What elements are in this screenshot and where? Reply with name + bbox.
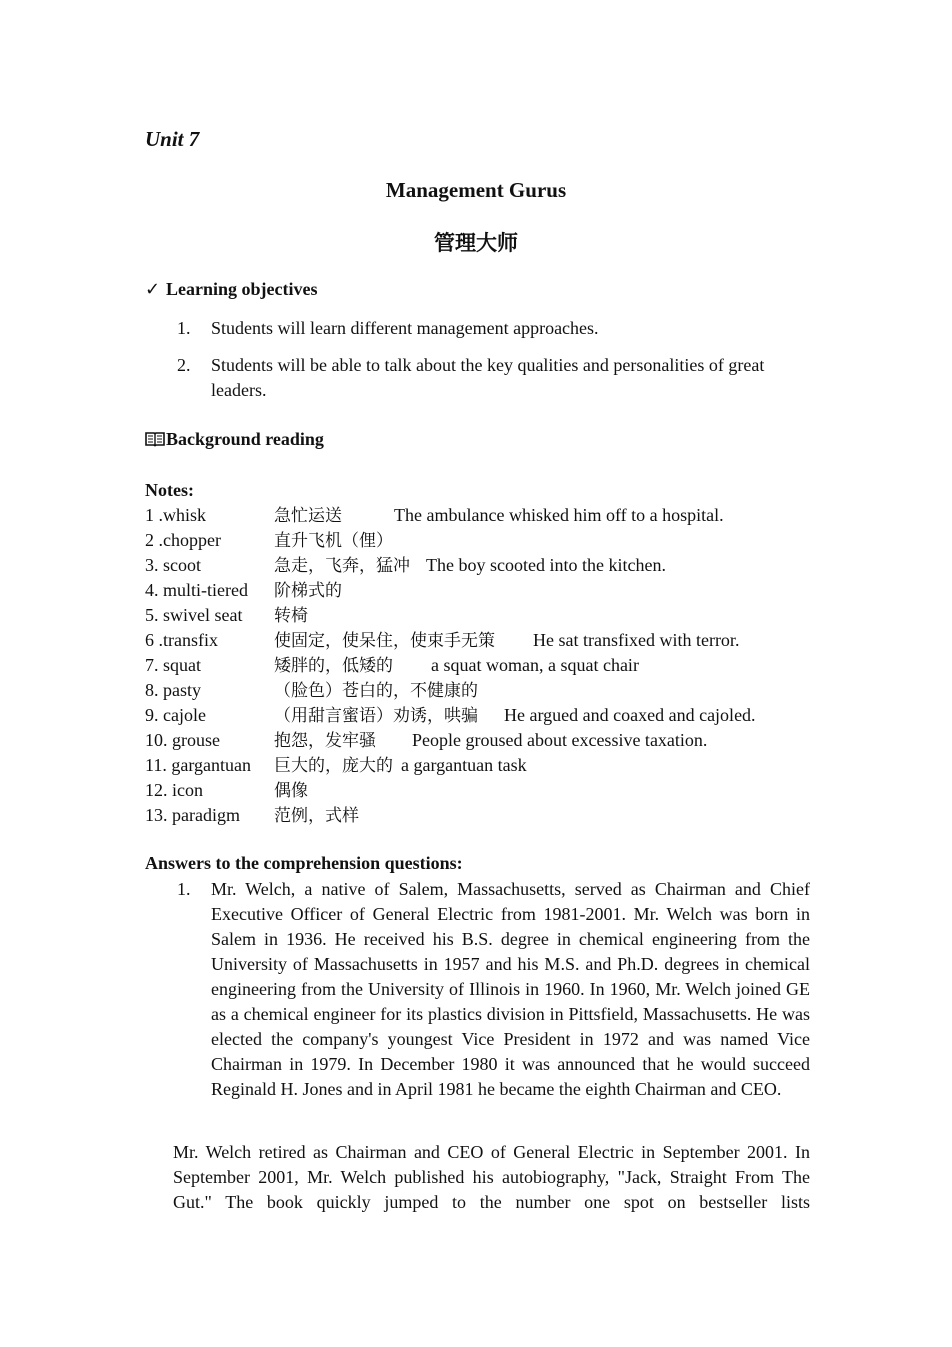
list-item-number: 2. — [177, 355, 191, 375]
note-example: He sat transfixed with terror. — [533, 630, 740, 650]
note-example: People groused about excessive taxation. — [412, 730, 708, 750]
note-row — [145, 503, 825, 528]
note-example: a squat woman, a squat chair — [431, 655, 639, 675]
note-term: 10. grouse — [145, 730, 220, 750]
background-reading-heading — [145, 429, 324, 450]
note-chinese: 使固定，使呆住，使束手无策 — [274, 631, 495, 651]
note-term: 2 .chopper — [145, 530, 221, 550]
page-subtitle-chinese: 管理大师 — [434, 231, 518, 255]
note-row — [145, 778, 825, 803]
note-row — [145, 553, 825, 578]
note-row — [145, 628, 825, 653]
learning-objectives-heading — [145, 279, 317, 300]
note-chinese: 阶梯式的 — [274, 581, 342, 601]
list-item — [177, 353, 812, 403]
open-book-icon — [145, 431, 165, 448]
note-chinese: 巨大的，庞大的 — [274, 756, 393, 776]
learning-objectives-label: Learning objectives — [166, 279, 318, 299]
note-term: 11. gargantuan — [145, 755, 251, 775]
note-chinese: 矮胖的，低矮的 — [274, 656, 393, 676]
note-term: 8. pasty — [145, 680, 201, 700]
unit-label: Unit 7 — [145, 127, 200, 151]
objectives-list — [177, 316, 812, 415]
note-row — [145, 703, 825, 728]
note-chinese: （用甜言蜜语）劝诱，哄骗 — [274, 706, 478, 726]
note-chinese: 偶像 — [274, 781, 308, 801]
note-row — [145, 528, 825, 553]
notes-list — [145, 503, 825, 828]
note-row — [145, 728, 825, 753]
note-term: 6 .transfix — [145, 630, 218, 650]
note-row — [145, 603, 825, 628]
body-paragraph: Mr. Welch retired as Chairman and CEO of General Electric in September 2001. In September 2001, Mr. Welch published his autobiography, "Jack, Straight From The Gut." The book quickly jumped to the number one spot on bestseller lists — [173, 1142, 810, 1212]
note-row — [145, 753, 825, 778]
note-example: The boy scooted into the kitchen. — [426, 555, 666, 575]
note-chinese: 抱怨，发牢骚 — [274, 731, 376, 751]
note-chinese: 直升飞机（俚） — [274, 531, 393, 551]
list-item-text: Students will learn different management approaches. — [211, 318, 599, 338]
note-example: a gargantuan task — [401, 755, 527, 775]
note-example: He argued and coaxed and cajoled. — [504, 705, 756, 725]
note-term: 12. icon — [145, 780, 203, 800]
note-term: 7. squat — [145, 655, 201, 675]
note-chinese: 急忙运送 — [274, 506, 342, 526]
note-chinese: 转椅 — [274, 606, 308, 626]
note-row — [145, 578, 825, 603]
note-term: 3. scoot — [145, 555, 201, 575]
note-chinese: 急走，飞奔，猛冲 — [274, 556, 410, 576]
note-row — [145, 678, 825, 703]
background-reading-label: Background reading — [166, 429, 324, 449]
answers-heading: Answers to the comprehension questions: — [145, 853, 463, 873]
answer-text: Mr. Welch, a native of Salem, Massachusetts, served as Chairman and Chief Executive Officer of General Electric from 1981-2001. Mr. Welch was born in Salem in 1936. He received his B.S. degree in chemical engineering from the University of Massachusetts in 1957 and his M.S. and Ph.D. degrees in chemical engineering from the University of Illinois in 1960. In 1960, Mr. Welch joined GE as a chemical engineer for its plastics division in Pittsfield, Massachusetts. He was elected the company's youngest Vice President in 1972 and was named Vice Chairman in 1979. In December 1980 it was announced that he would succeed Reginald H. Jones and in April 1981 he became the eighth Chairman and CEO. — [211, 879, 810, 1099]
note-row — [145, 653, 825, 678]
note-row — [145, 803, 825, 828]
checkmark-icon: ✓ — [145, 279, 161, 300]
answer-item — [177, 877, 810, 1102]
note-term: 4. multi-tiered — [145, 580, 248, 600]
note-term: 1 .whisk — [145, 505, 207, 525]
note-term: 9. cajole — [145, 705, 206, 725]
note-chinese: 范例，式样 — [274, 806, 359, 826]
answer-number: 1. — [177, 879, 191, 899]
list-item-text: Students will be able to talk about the key qualities and personalities of great leaders. — [211, 355, 765, 400]
list-item-number: 1. — [177, 318, 191, 338]
page-title: Management Gurus — [385, 178, 567, 202]
note-term: 5. swivel seat — [145, 605, 243, 625]
list-item — [177, 316, 812, 341]
notes-heading: Notes: — [145, 480, 194, 500]
note-chinese: （脸色）苍白的，不健康的 — [274, 681, 478, 701]
note-term: 13. paradigm — [145, 805, 240, 825]
note-example: The ambulance whisked him off to a hospital. — [394, 505, 724, 525]
